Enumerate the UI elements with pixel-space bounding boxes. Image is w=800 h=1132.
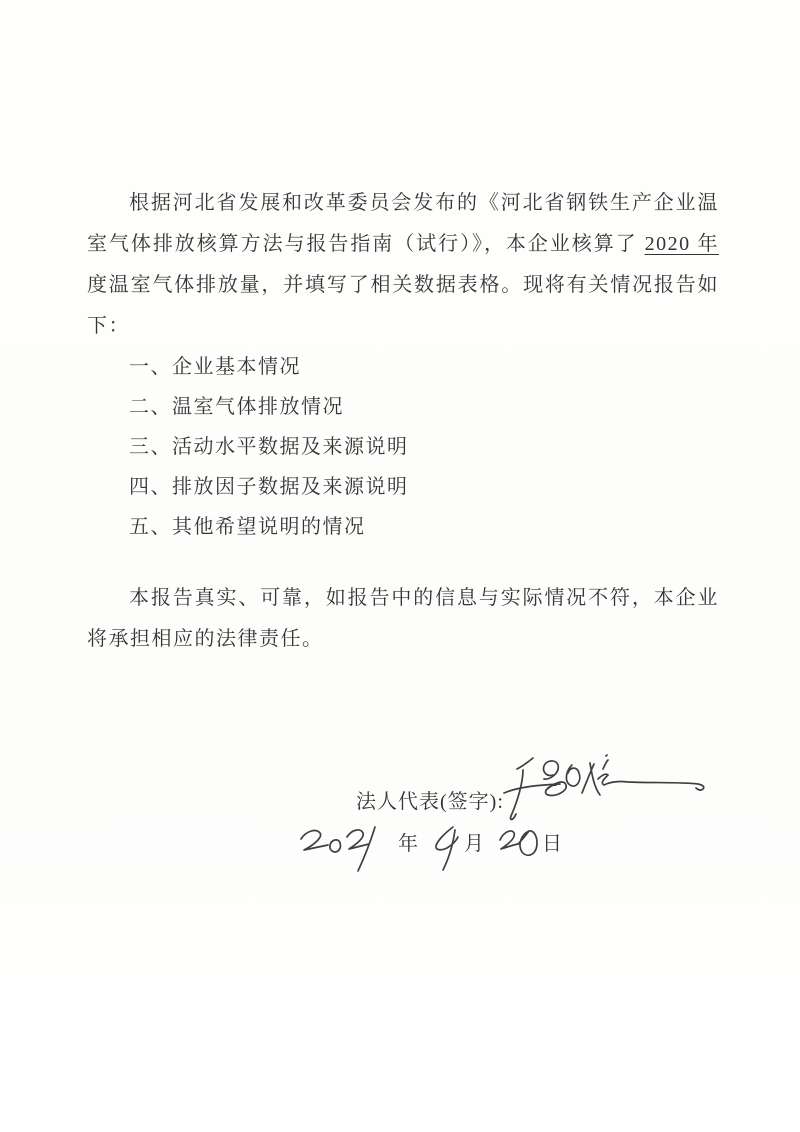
list-item: 三、活动水平数据及来源说明 — [129, 436, 409, 458]
underlined-year-span: 2020 年 — [644, 233, 720, 255]
handwritten-year — [298, 824, 384, 874]
handwritten-day — [497, 827, 541, 861]
section-list — [87, 347, 719, 547]
paragraph-intro — [87, 183, 719, 347]
list-item: 五、其他希望说明的情况 — [129, 516, 366, 538]
handwritten-signature — [502, 748, 716, 828]
report-body — [87, 183, 719, 660]
year-suffix: 年 — [398, 833, 419, 855]
date-line — [298, 824, 563, 874]
month-suffix: 月 — [464, 833, 485, 855]
paragraph-declaration: 本报告真实、可靠，如报告中的信息与实际情况不符，本企业将承担相应的法律责任。 — [87, 587, 719, 650]
list-item: 一、企业基本情况 — [129, 356, 301, 378]
signature-label: 法人代表(签字): — [356, 791, 504, 813]
list-item: 四、排放因子数据及来源说明 — [129, 476, 409, 498]
day-suffix: 日 — [542, 833, 563, 855]
intro-text-before: 根据河北省发展和改革委员会发布的《河北省钢铁生产企业温室气体排放核算方法与报告指南（试行）》，本企业核算了 — [87, 192, 719, 255]
handwritten-month — [431, 824, 461, 872]
intro-text-after: 度温室气体排放量，并填写了相关数据表格。现将有关情况报告如下： — [87, 274, 719, 337]
list-item: 二、温室气体排放情况 — [129, 396, 344, 418]
